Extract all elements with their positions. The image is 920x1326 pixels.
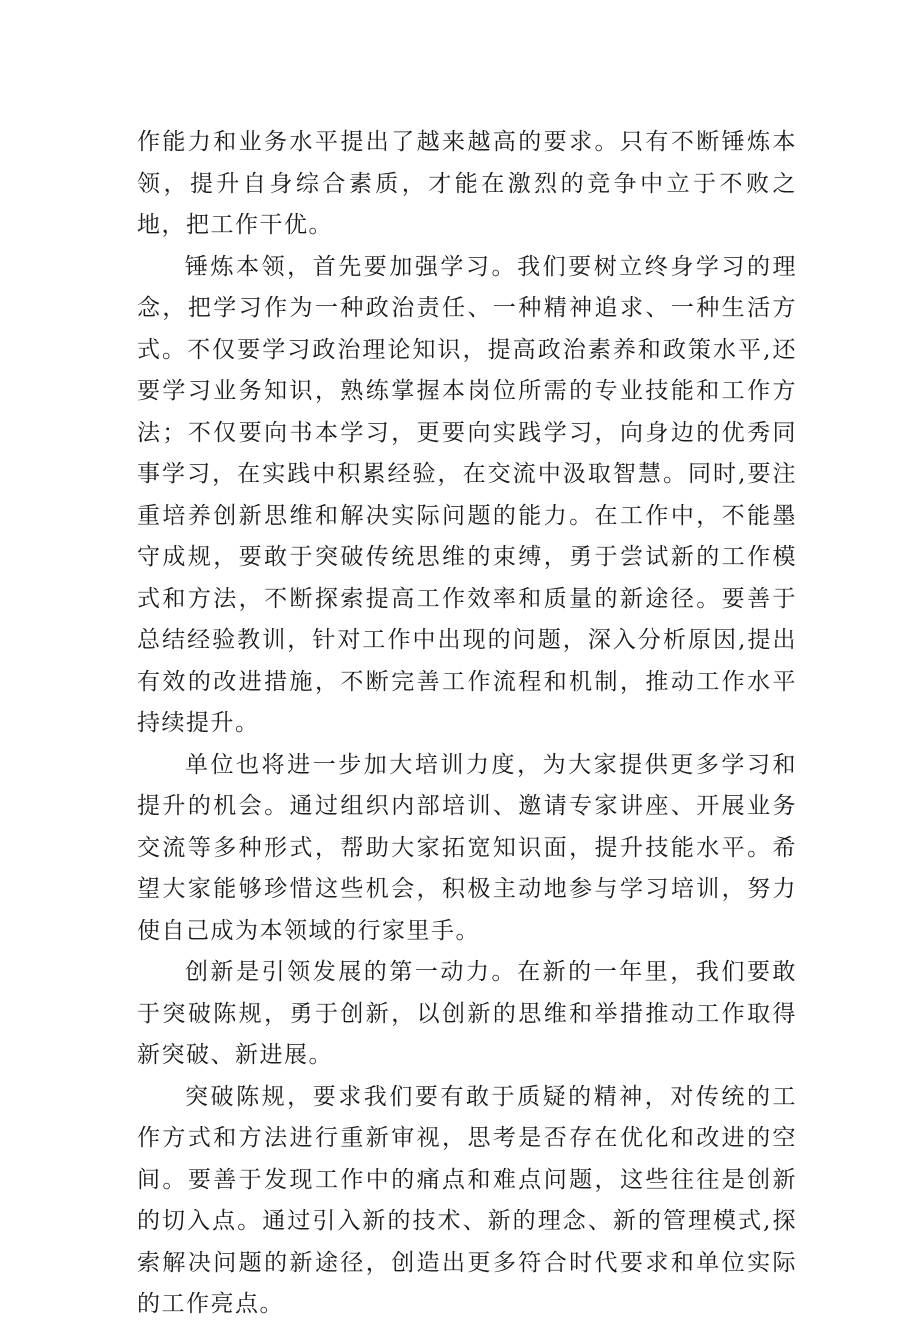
document-body <box>137 122 797 1326</box>
paragraph-training: 单位也将进一步加大培训力度，为大家提供更多学习和提升的机会。通过组织内部培训、邀请专家讲座、开展业务交流等多种形式，帮助大家拓宽知识面，提升技能水平。希望大家能够珍惜这些机会，积极主动地参与学习培训，努力使自己成为本领域的行家里手。 <box>137 751 797 944</box>
paragraph-innovation: 创新是引领发展的第一动力。在新的一年里，我们要敢于突破陈规，勇于创新，以创新的思维和举措推动工作取得新突破、新进展。 <box>137 959 797 1068</box>
paragraph-learning: 锤炼本领，首先要加强学习。我们要树立终身学习的理念，把学习作为一种政治责任、一种精神追求、一种生活方式。不仅要学习政治理论知识，提高政治素养和政策水平,还要学习业务知识，熟练掌握本岗位所需的专业技能和工作方法；不仅要向书本学习，更要向实践学习，向身边的优秀同事学习，在实践中积累经验，在交流中汲取智慧。同时,要注重培养创新思维和解决实际问题的能力。在工作中，不能墨守成规，要敢于突破传统思维的束缚，勇于尝试新的工作模式和方法，不断探索提高工作效率和质量的新途径。要善于总结经验教训，针对工作中出现的问题，深入分析原因,提出有效的改进措施，不断完善工作流程和机制，推动工作水平持续提升。 <box>137 253 797 736</box>
paragraph-breakthrough: 突破陈规，要求我们要有敢于质疑的精神，对传统的工作方式和方法进行重新审视，思考是否存在优化和改进的空间。要善于发现工作中的痛点和难点问题，这些往往是创新的切入点。通过引入新的技术、新的理念、新的管理模式,探索解决问题的新途径，创造出更多符合时代要求和单位实际的工作亮点。 <box>137 1083 797 1317</box>
paragraph-continuation: 作能力和业务水平提出了越来越高的要求。只有不断锤炼本领，提升自身综合素质，才能在激烈的竞争中立于不败之地，把工作干优。 <box>137 129 797 238</box>
